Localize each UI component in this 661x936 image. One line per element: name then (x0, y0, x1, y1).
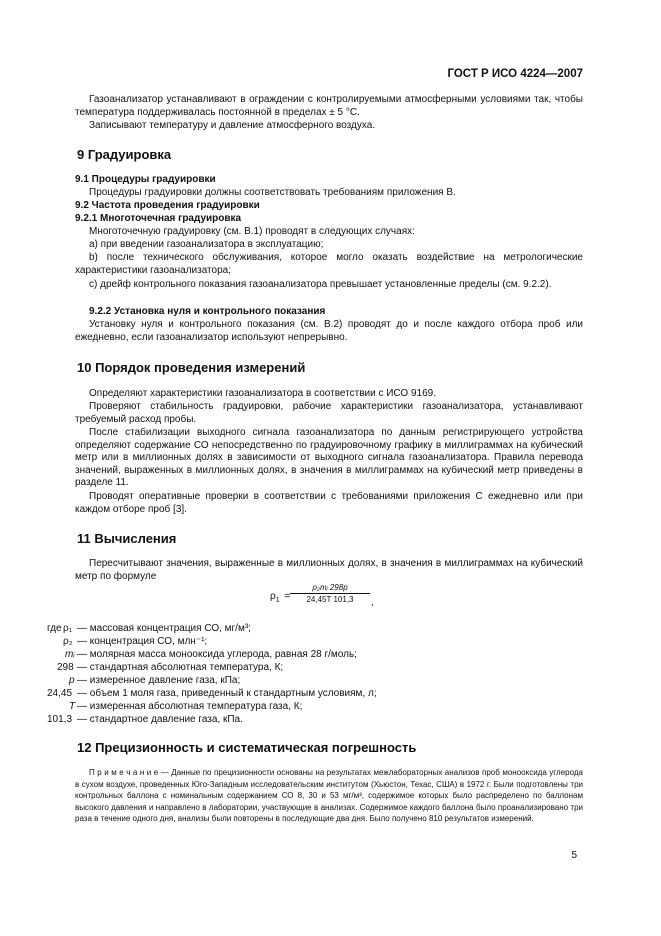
definition-1013-text: — стандартное давление газа, кПа. (77, 714, 243, 725)
definition-rho1-text: — массовая концентрация СО, мг/м³; (77, 623, 251, 634)
section-12-note (75, 767, 583, 825)
definition-p-symbol: p (69, 675, 75, 686)
definition-298-text: — стандартная абсолютная температура, К; (77, 662, 284, 673)
section-11-title: 11 Вычисления (77, 531, 177, 546)
page-number: 5 (571, 850, 577, 861)
document-header: ГОСТ Р ИСО 4224—2007 (447, 68, 583, 80)
subsection-9-2-1-title: 9.2.1 Многоточечная градуировка (75, 213, 242, 224)
where-label: где (47, 623, 62, 634)
section-11-paragraph-1: Пересчитывают значения, выраженные в миллионных долях, в значения в миллиграммах на кубический метр по формуле (75, 558, 583, 582)
subsection-9-2-title: 9.2 Частота проведения градуировки (75, 200, 260, 211)
definition-t-symbol: T (69, 701, 76, 712)
list-item-b: b) после технического обслуживания, которое могло оказать воздействие на метрологические характеристики газоанализатора; (75, 252, 583, 276)
list-item-c: с) дрейф контрольного показания газоанализатора превышает установленные пределы (см. 9.2.2). (89, 279, 552, 290)
section-12-title: 12 Прецизионность и систематическая погрешность (77, 740, 417, 755)
subsection-9-2-2-title: 9.2.2 Установка нуля и контрольного показания (89, 306, 326, 317)
formula-comma: , (371, 597, 374, 608)
symbol-definitions (47, 623, 587, 733)
intro-paragraph-2: Записывают температуру и давление атмосферного воздуха. (89, 120, 376, 131)
definition-rho2-text: — концентрация СО, млн⁻¹; (77, 636, 208, 647)
section-10-paragraph-2: Проверяют стабильность градуировки, рабочие характеристики газоанализатора, устанавливают требуемый расход пробы. (75, 401, 583, 425)
section-9-title: 9 Градуировка (77, 147, 172, 162)
formula-numerator: ρ₂mᵢ 298p (290, 583, 370, 594)
list-item-a: а) при введении газоанализатора в эксплуатацию; (89, 239, 324, 250)
subsection-9-2-2-text: Установку нуля и контрольного показания (см. В.2) проводят до и после каждого отбора проб или ежедневно, если газоанализатор используют непрерывно. (75, 319, 583, 343)
note-label: П р и м е ч а н и е (89, 768, 159, 777)
conversion-formula (270, 583, 390, 615)
subsection-9-2-1-text: Многоточечную градуировку (см. В.1) проводят в следующих случаях: (89, 226, 415, 237)
definition-p-text: — измеренное давление газа, кПа; (77, 675, 241, 686)
subsection-9-1-text: Процедуры градуировки должны соответствовать требованиям приложения В. (89, 187, 456, 198)
formula-lhs-subscript: 1 (275, 597, 280, 604)
section-10-paragraph-4: Проводят оперативные проверки в соответствии с требованиями приложения С ежедневно или при каждом отборе проб [3]. (75, 491, 583, 515)
definition-rho2-symbol: ρ₂ (63, 636, 73, 647)
section-10-paragraph-1: Определяют характеристики газоанализатора в соответствии с ИСО 9169. (89, 388, 437, 399)
intro-paragraph-1: Газоанализатор устанавливают в ограждении с контролируемыми атмосферными условиями так, чтобы температура поддерживалась постоянной в пределах ± 5 °С. (75, 94, 583, 118)
formula-denominator: 24,45T 101,3 (306, 595, 354, 604)
formula-lhs: ρ (270, 591, 276, 602)
section-10-title: 10 Порядок проведения измерений (77, 360, 306, 375)
definition-2445-symbol: 24,45 (47, 688, 73, 699)
definition-mi-text: — молярная масса монооксида углерода, равная 28 г/моль; (77, 649, 357, 660)
section-10-paragraph-3: После стабилизации выходного сигнала газоанализатора по данным регистрирующего устройства определяют содержание СО непосредственно по градуировочному графику в миллиграммах на кубический метр или в миллионных долях в зависимости от выходного сигнала газоанализатора. Правила перевода значений, выраженных в миллионных долях, в значения в миллиграммах на кубический метр приведены в разделе 11. (75, 427, 583, 489)
definition-2445-text: — объем 1 моля газа, приведенный к стандартным условиям, л; (77, 688, 377, 699)
definition-t-text: — измеренная абсолютная температура газа, К; (77, 701, 303, 712)
subsection-9-1-title: 9.1 Процедуры градуировки (75, 174, 216, 185)
definition-298-symbol: 298 (57, 662, 74, 673)
definition-mi-symbol: mᵢ (65, 649, 75, 660)
formula-equals: = (284, 591, 291, 602)
definition-1013-symbol: 101,3 (47, 714, 73, 725)
definition-rho1-symbol: ρ₁ (63, 623, 73, 634)
note-text: — Данные по прецизионности основаны на результатах межлабораторных анализов проб монооксида углерода в сухом воздухе, проведенных Юго-Западным исследовательским институтом (Хьюстон, Техас, США) в 1972 г. Были подготовлены три контрольных баллона с номинальным содержанием СО 8, 30 и 53 мг/м³, содержимое которых было распределено по баллонам высокого давления и направлено в лаборатории, участвующие в анализах. Содержимое каждого баллона было проанализировано три раза в течение одного дня, анализы были повторены в последующие два дня. Было получено 810 результатов измерений. (75, 768, 583, 824)
